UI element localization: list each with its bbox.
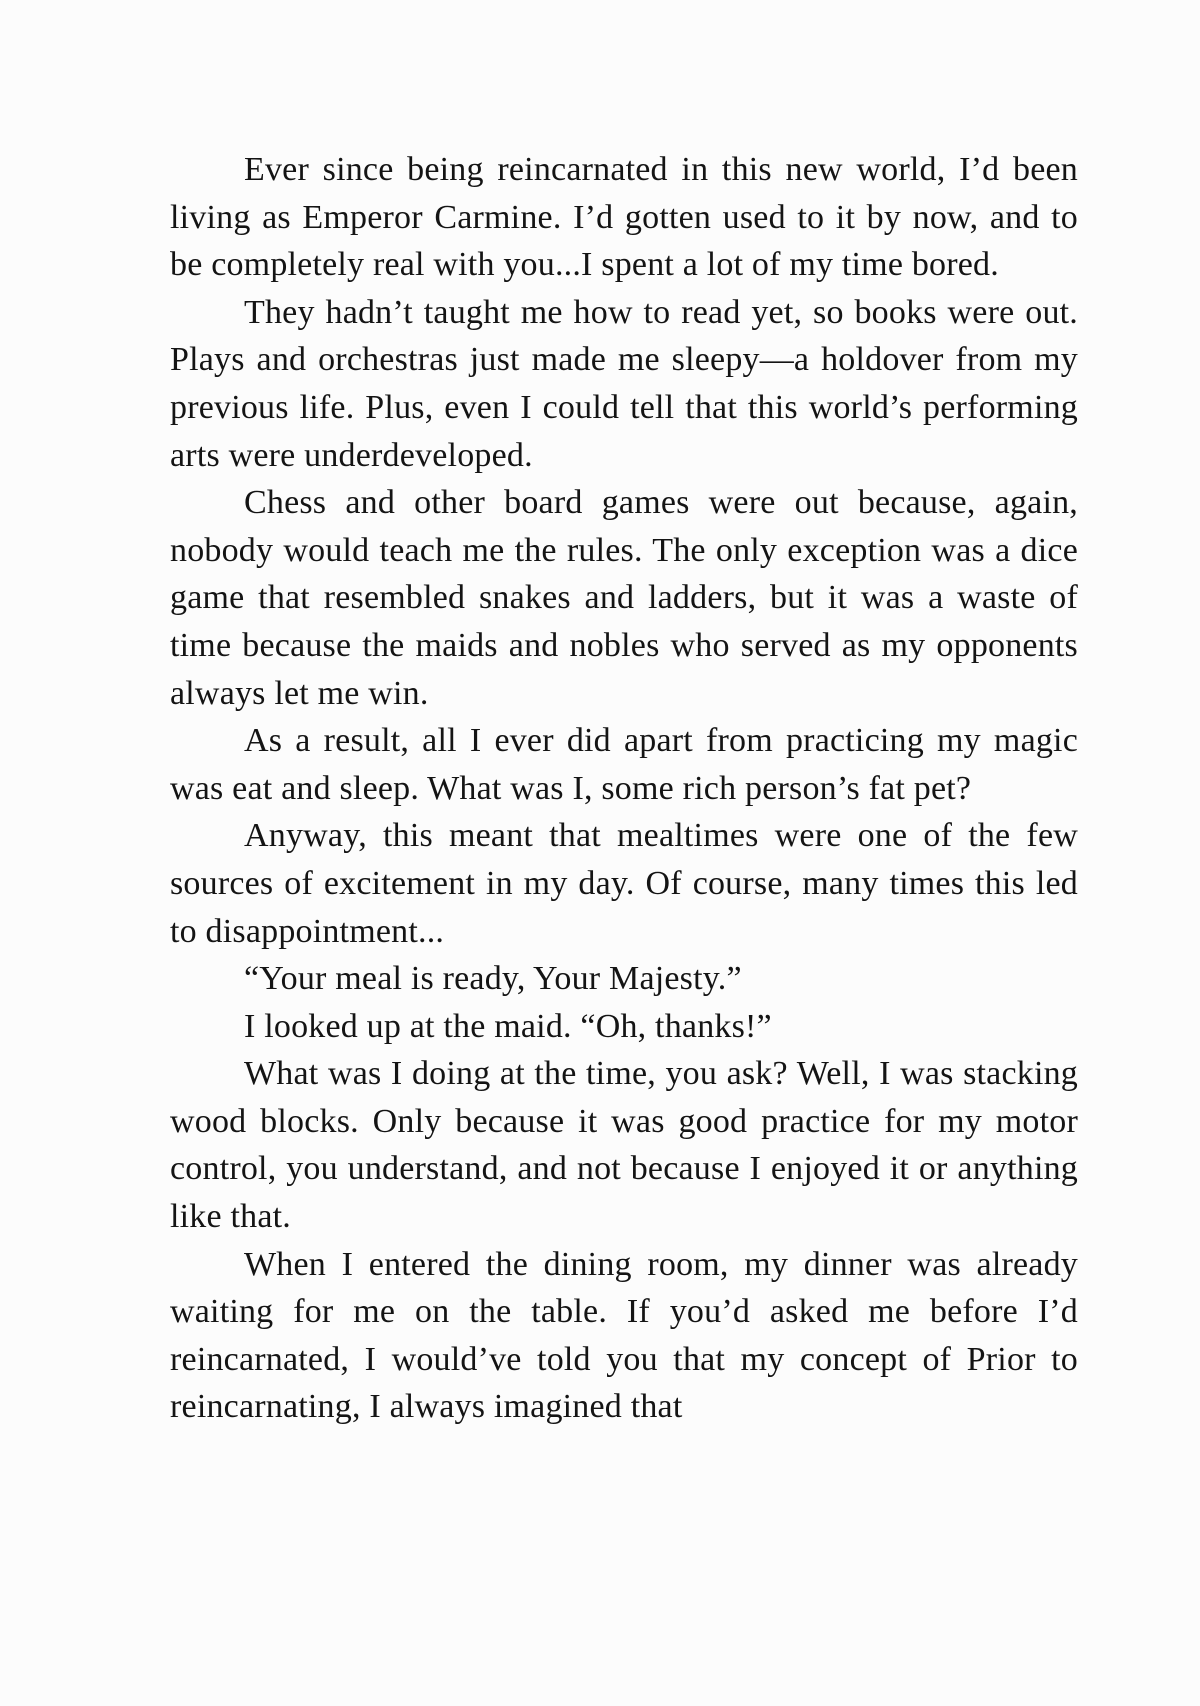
paragraph: Anyway, this meant that mealtimes were one of the few sources of excitement in my day. Of course, many times this led to disappointment... (170, 817, 1078, 950)
paragraph: As a result, all I ever did apart from practicing my magic was eat and sleep. What was I, some rich person’s fat pet? (170, 722, 1078, 807)
paragraph: When I entered the dining room, my dinner was already waiting for me on the table. If you’d asked me before I’d reincarnated, I would’ve told you that my concept of Prior to reincarnating, I always imagined that (170, 1245, 1078, 1426)
paragraph: Chess and other board games were out because, again, nobody would teach me the rules. The only exception was a dice game that resembled snakes and ladders, but it was a waste of time because the maids and nobles who served as my opponents always let me win. (170, 484, 1078, 712)
page-text (170, 146, 1078, 1431)
paragraph: I looked up at the maid. “Oh, thanks!” (244, 1007, 772, 1045)
paragraph: Ever since being reincarnated in this new world, I’d been living as Emperor Carmine. I’d gotten used to it by now, and to be completely real with you...I spent a lot of my time bored. (170, 151, 1078, 284)
paragraph: “Your meal is ready, Your Majesty.” (244, 960, 742, 998)
paragraph: They hadn’t taught me how to read yet, so books were out. Plays and orchestras just made me sleepy—a holdover from my previous life. Plus, even I could tell that this world’s performing arts were underdeveloped. (170, 293, 1078, 474)
paragraph: What was I doing at the time, you ask? Well, I was stacking wood blocks. Only because it was good practice for my motor control, you understand, and not because I enjoyed it or anything like that. (170, 1055, 1078, 1236)
